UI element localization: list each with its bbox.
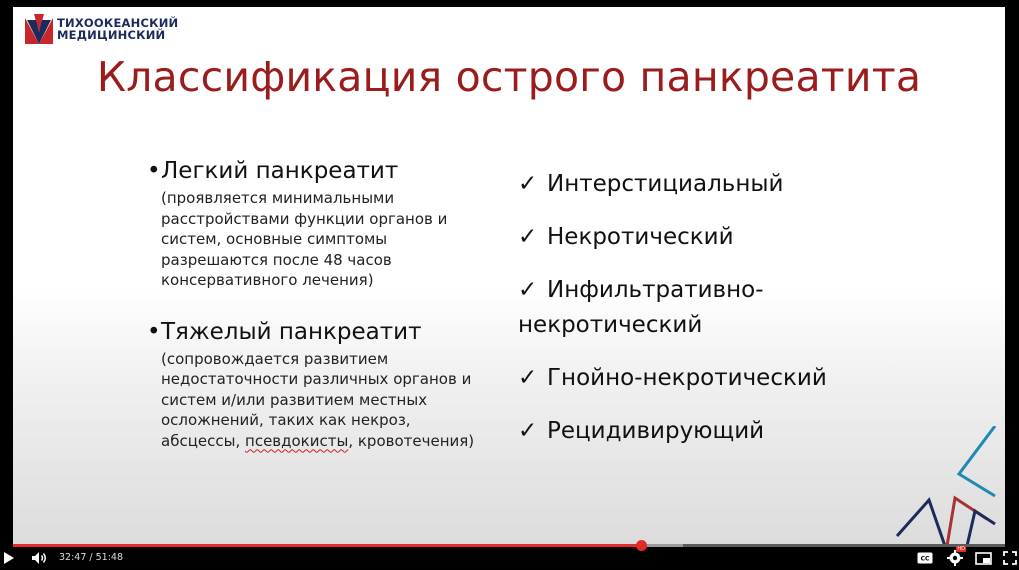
fullscreen-icon xyxy=(1003,551,1017,565)
checkmark-icon: ✓ xyxy=(518,418,538,444)
fullscreen-button[interactable] xyxy=(1000,549,1019,567)
check-item xyxy=(518,167,958,202)
description-line: (сопровождается развитием xyxy=(161,349,389,368)
description-line: абсцессы, псевдокисты, кровотечения) xyxy=(161,431,475,450)
video-frame[interactable] xyxy=(13,7,1005,546)
logo-mark-icon xyxy=(25,14,53,44)
description-line: консервативного лечения) xyxy=(161,271,374,289)
progress-bar[interactable] xyxy=(13,544,1005,547)
captions-button[interactable] xyxy=(916,549,934,567)
settings-icon xyxy=(947,550,963,566)
description-line: расстройствами функции органов и xyxy=(161,209,448,228)
bullet-item-severe xyxy=(147,318,517,452)
description-line: разрешаются после 48 часов xyxy=(161,250,392,269)
bullet-item-mild xyxy=(147,157,517,291)
spellcheck-underlined-word: псевдокисты xyxy=(245,431,349,450)
description-line: систем и/или развитием местных xyxy=(161,390,428,409)
classification-by-type xyxy=(518,167,958,467)
settings-button[interactable] xyxy=(944,546,966,567)
bullet-description xyxy=(161,349,517,452)
description-line: недостаточности различных органов и xyxy=(161,370,472,388)
player-controls xyxy=(0,546,1019,570)
check-item-label: Рецидивирующий xyxy=(547,418,765,444)
bullet-heading: Легкий панкреатит xyxy=(161,158,399,184)
check-item-label: Некротический xyxy=(547,224,734,250)
bullet-heading: Тяжелый панкреатит xyxy=(161,318,422,345)
svg-text:CC: CC xyxy=(920,555,930,563)
check-item xyxy=(518,361,958,396)
hd-badge: HD xyxy=(957,546,965,552)
volume-icon xyxy=(31,551,49,565)
check-item xyxy=(518,414,958,449)
check-item-label: Гнойно-некротический xyxy=(547,365,827,391)
checkmark-icon: ✓ xyxy=(518,224,538,250)
description-line: (проявляется минимальными xyxy=(161,189,395,207)
description-line: осложнений, таких как некроз, xyxy=(161,411,411,429)
check-item xyxy=(518,220,958,255)
checkmark-icon: ✓ xyxy=(518,171,538,197)
bullet-description xyxy=(161,188,517,291)
scrubber-handle[interactable] xyxy=(636,540,647,551)
miniplayer-icon xyxy=(975,552,992,565)
bullet-icon: • xyxy=(147,318,161,345)
time-display: 32:47 / 51:48 xyxy=(59,552,123,563)
check-item-label: Инфильтративно- xyxy=(547,277,764,303)
classification-by-severity xyxy=(147,157,517,451)
checkmark-icon: ✓ xyxy=(518,277,538,303)
description-line: систем, основные симптомы xyxy=(161,230,388,248)
volume-button[interactable] xyxy=(30,549,50,567)
miniplayer-button[interactable] xyxy=(973,549,993,567)
play-button[interactable] xyxy=(0,549,18,567)
checkmark-icon: ✓ xyxy=(518,365,538,391)
captions-icon xyxy=(917,552,933,564)
check-item-label: Интерстициальный xyxy=(547,171,784,197)
check-item xyxy=(518,273,958,343)
progress-fill xyxy=(13,544,641,547)
check-item-label-continued: некротический xyxy=(518,312,703,338)
logo xyxy=(25,14,178,44)
logo-line-2: МЕДИЦИНСКИЙ xyxy=(57,28,166,42)
decorative-lines xyxy=(895,426,1005,546)
slide-title: Классификация острого панкреатита xyxy=(96,53,922,101)
bullet-icon: • xyxy=(147,158,161,184)
play-icon xyxy=(3,551,15,565)
logo-line-1: ТИХООКЕАНСКИЙ xyxy=(57,16,179,30)
